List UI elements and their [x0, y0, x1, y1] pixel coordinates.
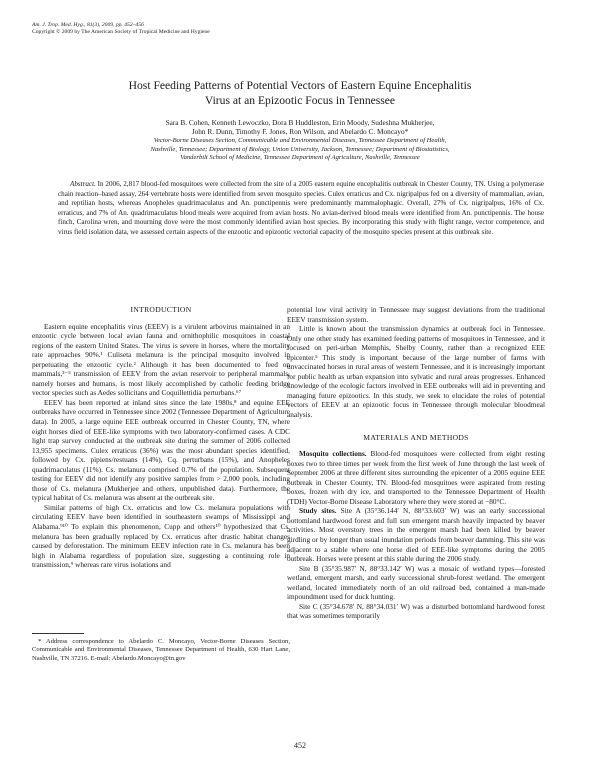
journal-header [32, 22, 210, 36]
study-sites-label: Study sites. [299, 506, 337, 516]
page-number: 452 [294, 741, 306, 750]
intro-paragraph-4: potential low viral activity in Tennessee may suggest deviations from the traditional EEEV transmission system. [287, 305, 545, 324]
introduction-heading: INTRODUCTION [130, 305, 192, 314]
affiliations [70, 137, 530, 163]
article-title [60, 79, 540, 108]
site-c-paragraph: Site C (35°34.678′ N, 88°34.031′ W) was a disturbed bottomland hardwood forest that was sometimes temporarily [287, 601, 545, 621]
author-list [70, 118, 530, 136]
affiliation-line-3: Vanderbilt School of Medicine, Tennessee Department of Agriculture, Nashville, Tennessee [180, 154, 420, 162]
mosquito-collections-paragraph [287, 449, 545, 506]
journal-copyright: Copyright © 2009 by The American Society of Tropical Medicine and Hygiene [32, 29, 210, 35]
intro-paragraph-5: Little is known about the transmission dynamics at outbreak foci in Tennessee. Only one other study has examined feeding patterns of mosquitoes in Tennessee, and it focused on peri-urban Memphis, Shelby County, rather than a recognized EEE epicenter.⁵ This study is important because of the large number of farms with unvaccinated horses in rural areas of western Tennessee, and it is increasingly important for public health as urban expansion into sylvatic and rural areas progresses. Enhanced knowledge of the ecologic factors involved in EEE outbreaks will aid in preventing and managing future epizootics. In this study, we seek to elucidate the roles of potential vectors of EEEV at an epizootic focus in Tennessee through molecular bloodmeal analysis. [287, 324, 545, 420]
affiliation-line-1: Vector-Borne Diseases Section, Communicable and Environmental Diseases, Tennessee Department of Health, [153, 137, 447, 144]
abstract [58, 180, 544, 237]
intro-paragraph-3: Similar patterns of high Cx. erraticus and low Cs. melanura populations with circulating EEEV have been identified in southeastern swamps of Mississippi and Alabama.⁹¹⁰ To explain this phenomenon, Cupp and others¹⁰ hypothesized that Cs. melanura has been gradually replaced by Cx. erraticus after drastic habitat changes caused by deforestation. The minimum EEEV infection rate in Cs. melanura has been high in Alabama regardless of population size, suggesting a continuing role in transmission,⁹ whereas rare virus isolations and [32, 502, 290, 570]
correspondence-footnote [32, 638, 290, 663]
study-sites-text: Site A (35°36.144′ N, 88°33.603′ W) was an early successional bottomland hardwood forest and full sun emergent marsh heavily impacted by beaver activities. Most overstory trees in the emergent marsh had been killed by beaver girdling or by longer than usual inundation periods from beaver damming. This site was adjacent to a stable where one horse died of EEE-like symptoms during the 2005 outbreak. Horses were present at this stable during the 2006 study. [287, 506, 545, 564]
journal-citation: Am. J. Trop. Med. Hyg., 81(3), 2009, pp. 452–456 [32, 22, 144, 28]
methods-heading: MATERIALS AND METHODS [363, 432, 469, 442]
title-line-2: Virus at an Epizootic Focus in Tennessee [204, 93, 396, 107]
abstract-label: Abstract. [70, 180, 96, 188]
left-column [32, 305, 290, 570]
intro-paragraph-1: Eastern equine encephalitis virus (EEEV) is a virulent arbovirus maintained in an enzootic cycle between local avian fauna and ornithophilic mosquitoes in coastal regions of the eastern United States. The virus is severe in horses, where the mortality rate approaches 90%.¹ Culiseta melanura is the principal mosquito involved in perpetuating the enzootic cycle.² Although it has been documented to feed on mammals,³⁻⁵ transmission of EEEV from the avian reservoir to peripheral mammals, namely horses and humans, is most likely accomplished by catholic feeding bridge vector species such as Aedes sollicitans and Coquillettidia perturbans.⁶⁷ [32, 321, 290, 398]
mosquito-collections-text: Blood-fed mosquitoes were collected from eight resting boxes two to three times per week from the first week of June through the last week of September 2006 at three different sites surrounding the epicenter of a 2005 equine EEE outbreak in Chester County, TN. Blood-fed mosquitoes were aspirated from resting boxes, frozen with dry ice, and transported to the Tennessee Department of Health (TDH) Vector-Borne Disease Laboratory where they were stored at −80°C. [287, 449, 546, 506]
site-b-paragraph: Site B (35°35.987′ N, 88°33.142′ W) was a mosaic of wetland types—forested wetland, emergent marsh, and early successional shrub-forest wetland. The emergent wetland, located immediately north of an old railroad bed, contained a man-made impoundment used for duck hunting. [287, 563, 545, 602]
title-line-1: Host Feeding Patterns of Potential Vectors of Eastern Equine Encephalitis [128, 79, 472, 92]
authors-line-1: Sara B. Cohen, Kenneth Lewoczko, Dora B Huddleston, Erin Moody, Sudeshna Mukherjee, [165, 118, 435, 127]
abstract-text: In 2006, 2,817 blood-fed mosquitoes were collected from the site of a 2005 eastern equine encephalitis outbreak in Chester County, TN. Using a polymerase chain reaction–based assay, 264 vertebrate hosts were identified from seven mosquito species. Culex erraticus and Cx. nigripalpus fed on a diversity of mammalian, avian, and reptilian hosts, whereas Anopheles quadrimaculatus and An. punctipennis were predominantly mammalophagic. Overall, 27% of Cx. nigripalpus, 16% of Cx. erraticus, and 7% of An. quadrimaculatus blood meals were acquired from avian hosts. No avian-derived blood meals were identified from An. punctipennis. The house finch, Carolina wren, and mourning dove were the most commonly identified avian host species. By incorporating this study with flight range, vector competence, and virus field isolation data, we assessed certain aspects of the enzootic and epizootic vectorial capacity of the mosquito species present at this outbreak site. [58, 180, 544, 236]
mosquito-collections-label: Mosquito collections. [299, 449, 367, 459]
affiliation-line-2: Nashville, Tennessee; Department of Biology, Union University, Jackson, Tennessee; Department of Biostatistics, [150, 145, 450, 153]
intro-paragraph-2: EEEV has been reported at inland sites since the late 1980s,⁸ and equine EEE outbreaks have occurred in Tennessee since 2002 (Tennessee Department of Agriculture data). In 2005, a large equine EEE outbreak occurred in Chester County, TN, where eight horses died of EEE-like symptoms with two laboratory-confirmed cases. A CDC light trap survey conducted at the outbreak site during the summer of 2006 collected 13,955 specimens. Culex erraticus (36%) was the most abundant species identified, followed by Cx. pipiens/restuans (14%), Cq. perturbans (15%), and Anopheles quadrimaculatus (11%). Cs. melanura comprised 0.7% of the population. Subsequent testing for EEEV did not identify any positive samples from > 2,000 pools, including those of Cs. melanura (Mukherjee and others, unpublished data). Furthermore, the typical habitat of Cs. melanura was absent at the outbreak site. [32, 397, 290, 503]
footnote-divider [32, 633, 84, 634]
study-sites-paragraph [287, 506, 545, 563]
footnote-text: * Address correspondence to Abelardo C. Moncayo, Vector-Borne Diseases Section, Communicable and Environmental Diseases, Tennessee Department of Health, 630 Hart Lane, Nashville, TN 37216. E-mail: Abelardo.Moncayo@tn.gov [32, 638, 290, 662]
right-column [287, 305, 545, 621]
authors-line-2: John R. Dunn, Timothy F. Jones, Ron Wilson, and Abelardo C. Moncayo* [191, 127, 409, 137]
